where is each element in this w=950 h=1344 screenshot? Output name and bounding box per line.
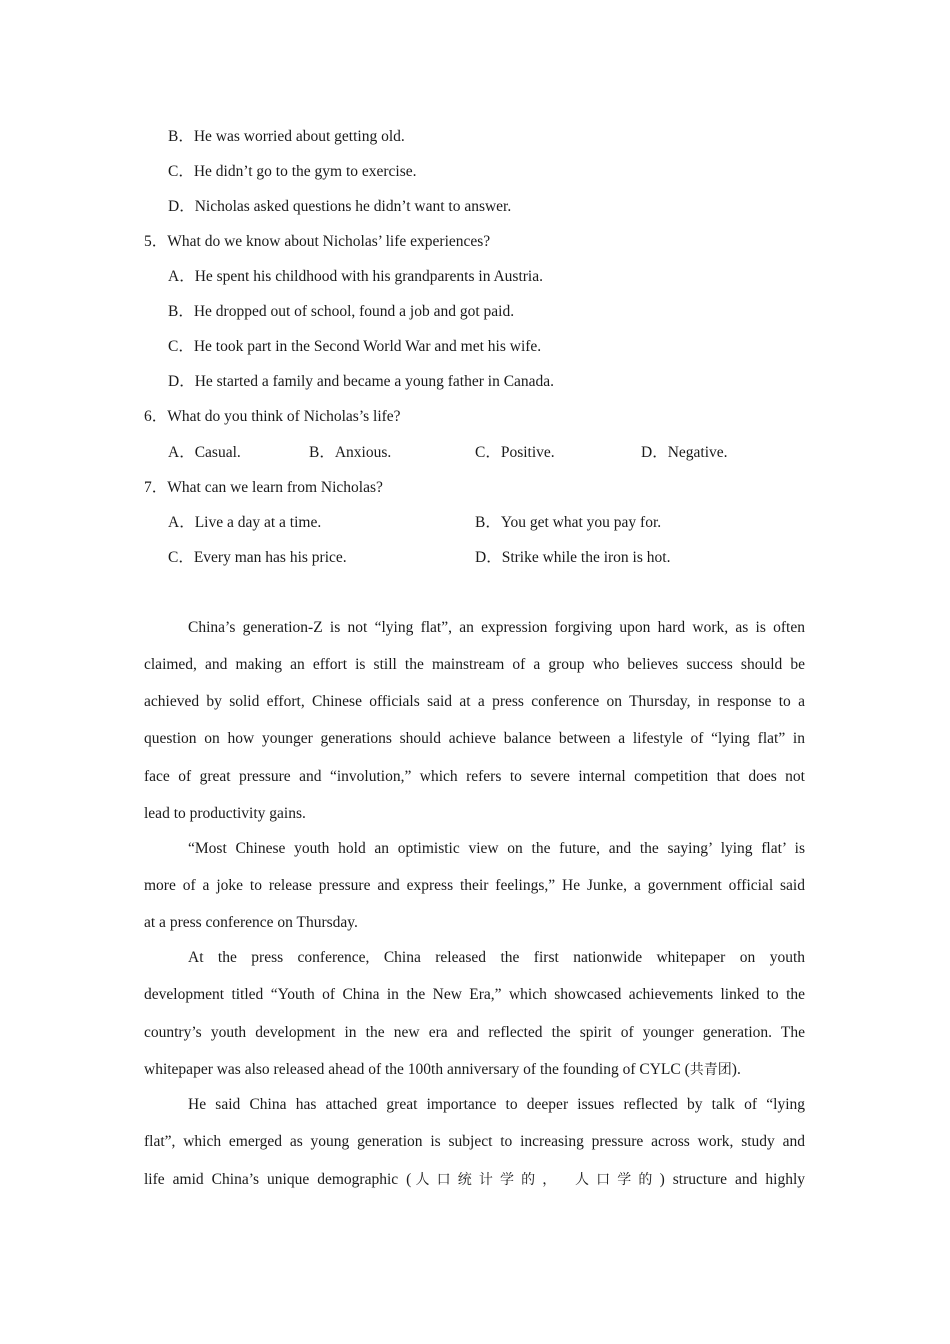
p3-line-4: [144, 1060, 805, 1080]
p4-line-3: [144, 1170, 805, 1190]
p2-line-3: at a press conference on Thursday.: [144, 914, 358, 931]
p1-line-6: lead to productivity gains.: [144, 805, 306, 822]
q7-option-c: C．Every man has his price.: [168, 549, 347, 566]
p2-line-2: more of a joke to release pressure and express their feelings,” He Junke, a government official said: [144, 877, 805, 894]
p1-line-1: China’s generation-Z is not “lying flat”, an expression forgiving upon hard work, as is often: [188, 619, 805, 636]
q5-option-d: D．He started a family and became a young father in Canada.: [168, 373, 555, 390]
q7-stem: 7．What can we learn from Nicholas?: [144, 479, 383, 496]
p3-line-2: development titled “Youth of China in the New Era,” which showcased achievements linked to the: [144, 986, 805, 1003]
p4-line-1: He said China has attached great importance to deeper issues reflected by talk of “lying: [188, 1096, 805, 1113]
p3-line-3: country’s youth development in the new era and reflected the spirit of younger generation. The: [144, 1024, 805, 1041]
p3-line-4-cjk: 共青团: [689, 1062, 732, 1078]
q5-stem: 5．What do we know about Nicholas’ life experiences?: [144, 233, 491, 250]
p4-line-2: flat”, which emerged as young generation is subject to increasing pressure across work, study and: [144, 1133, 805, 1150]
q7-option-b: B．You get what you pay for.: [475, 514, 662, 531]
p4-line-3-text-b: ) structure and highly: [659, 1171, 805, 1188]
p3-line-1: At the press conference, China released the first nationwide whitepaper on youth: [188, 949, 805, 966]
p4-line-3-text-a: life amid China’s unique demographic (: [144, 1171, 412, 1188]
q7-option-a: A．Live a day at a time.: [168, 514, 322, 531]
q7-option-d: D．Strike while the iron is hot.: [475, 549, 671, 566]
q4-option-c: C．He didn’t go to the gym to exercise.: [168, 163, 417, 180]
q6-option-a: A．Casual.: [168, 444, 241, 461]
p1-line-4: question on how younger generations should achieve balance between a lifestyle of “lying flat” in: [144, 730, 805, 747]
q6-option-c: C．Positive.: [475, 444, 555, 461]
q5-option-b: B．He dropped out of school, found a job and got paid.: [168, 303, 515, 320]
p3-line-4-text: whitepaper was also released ahead of the 100th anniversary of the founding of CYLC (: [144, 1061, 690, 1078]
p2-line-1: “Most Chinese youth hold an optimistic view on the future, and the saying’ lying flat’ is: [188, 840, 805, 857]
p1-line-3: achieved by solid effort, Chinese officials said at a press conference on Thursday, in response to a: [144, 693, 805, 710]
q4-option-b: B．He was worried about getting old.: [168, 128, 405, 145]
q6-option-b: B．Anxious.: [309, 444, 392, 461]
q6-option-d: D．Negative.: [641, 444, 728, 461]
q5-option-a: A．He spent his childhood with his grandparents in Austria.: [168, 268, 543, 285]
p1-line-5: face of great pressure and “involution,” which refers to severe internal competition that does not: [144, 768, 805, 785]
p1-line-2: claimed, and making an effort is still the mainstream of a group who believes success should be: [144, 656, 805, 673]
p4-line-3-cjk: 人口统计学的， 人口学的: [411, 1172, 660, 1188]
q4-option-d: D．Nicholas asked questions he didn’t want to answer.: [168, 198, 512, 215]
q5-option-c: C．He took part in the Second World War and met his wife.: [168, 338, 542, 355]
q6-stem: 6．What do you think of Nicholas’s life?: [144, 408, 401, 425]
p3-line-4-end: ).: [731, 1061, 741, 1078]
